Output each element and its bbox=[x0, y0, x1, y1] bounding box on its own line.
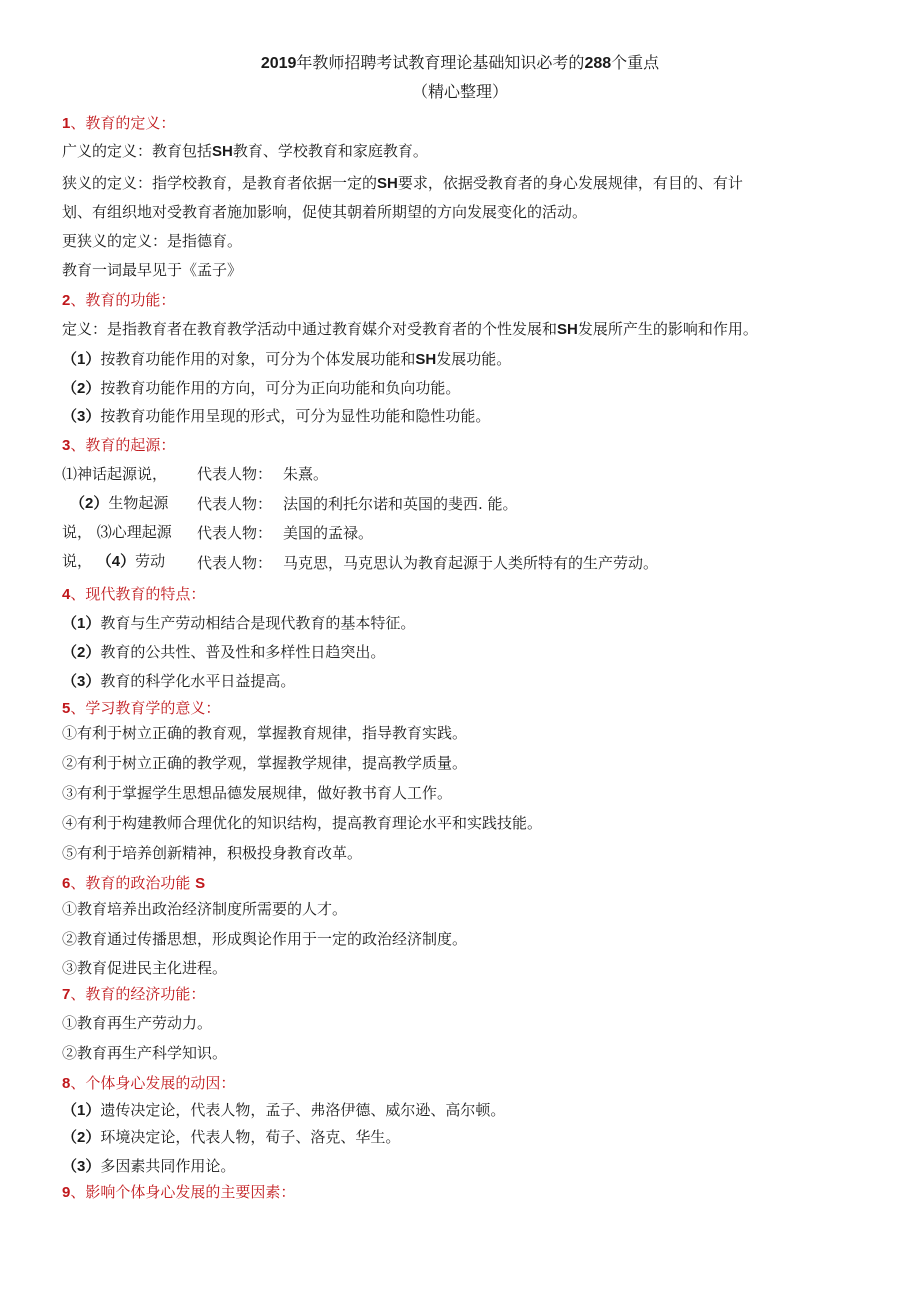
item-number: （3） bbox=[62, 1158, 101, 1175]
list-item: ①教育培养出政治经济制度所需要的人才。 bbox=[62, 900, 348, 918]
theory-text bbox=[62, 489, 190, 518]
text: 劳动 bbox=[135, 552, 166, 570]
paragraph-narrower-definition: 更狭义的定义：是指德育。 bbox=[62, 232, 243, 250]
paragraph-broad-definition bbox=[62, 140, 428, 163]
title-text-b: 个重点 bbox=[611, 53, 660, 72]
section-number: 1 bbox=[62, 115, 71, 132]
abbr-sh: SH bbox=[557, 321, 578, 338]
section-title: 、教育的功能： bbox=[70, 291, 176, 309]
text: 法国的利托尔诺和英国的斐西. 能。 bbox=[283, 494, 518, 513]
item-number: （4） bbox=[96, 553, 136, 570]
list-item bbox=[62, 1126, 400, 1149]
section-heading-3 bbox=[62, 434, 175, 457]
list-item bbox=[62, 612, 415, 635]
text: 说， bbox=[62, 552, 93, 570]
section-number: 9 bbox=[62, 1184, 71, 1201]
paragraph-origin-word: 教育一词最早见于《孟子》 bbox=[62, 261, 243, 279]
text: 发展所产生的影响和作用。 bbox=[577, 320, 758, 338]
list-item bbox=[62, 348, 511, 371]
section-heading-5 bbox=[62, 697, 220, 720]
title-text-a: 年教师招聘考试教育理论基础知识必考的 bbox=[296, 53, 585, 72]
paragraph-narrow-definition-cont: 划、有组织地对受教育者施加影响，促使其朝着所期望的方向发展变化的活动。 bbox=[62, 203, 588, 221]
section-title: 、教育的经济功能： bbox=[70, 985, 206, 1003]
abbr-sh: SH bbox=[377, 175, 398, 192]
text: 生物起源 bbox=[108, 494, 169, 512]
document-title bbox=[0, 50, 920, 73]
item-number: （1） bbox=[62, 615, 101, 632]
list-item: ②教育再生产科学知识。 bbox=[62, 1044, 228, 1062]
paragraph-narrow-definition bbox=[62, 172, 743, 195]
text: 遗传决定论，代表人物，孟子、弗洛伊德、威尔逊、高尔顿。 bbox=[100, 1101, 506, 1119]
list-item bbox=[62, 1099, 505, 1122]
text: 发展功能。 bbox=[436, 350, 512, 368]
text: 马克思，马克思认为教育起源于人类所特有的生产劳动。 bbox=[283, 553, 659, 572]
list-item: ②有利于树立正确的教学观，掌握教学规律，提高教学质量。 bbox=[62, 754, 468, 772]
text: 按教育功能作用的对象，可分为个体发展功能和 bbox=[100, 350, 416, 368]
section-number: 8 bbox=[62, 1075, 71, 1092]
representative-row bbox=[197, 519, 658, 549]
list-item bbox=[62, 1155, 235, 1178]
item-number: （3） bbox=[62, 408, 101, 425]
abbr-sh: SH bbox=[212, 143, 233, 160]
representative-row bbox=[197, 460, 658, 490]
theory-text: ⑴神话起源说， bbox=[62, 465, 168, 483]
text: 要求，依据受教育者的身心发展规律，有目的、有计 bbox=[397, 174, 743, 192]
text: 教育的科学化水平日益提高。 bbox=[100, 672, 296, 690]
section-heading-6 bbox=[62, 872, 205, 895]
list-item: ⑤有利于培养创新精神，积极投身教育改革。 bbox=[62, 844, 363, 862]
section-title: 、学习教育学的意义： bbox=[70, 699, 221, 717]
section-title: 、影响个体身心发展的主要因素： bbox=[70, 1183, 296, 1201]
list-item bbox=[62, 670, 295, 693]
section-number: 2 bbox=[62, 292, 71, 309]
section-number: 5 bbox=[62, 700, 71, 717]
list-item bbox=[62, 405, 490, 428]
theory-text bbox=[62, 518, 190, 547]
label: 代表人物： bbox=[197, 494, 273, 513]
title-count: 288 bbox=[584, 55, 612, 72]
theory-text bbox=[62, 547, 190, 576]
text: 说， bbox=[62, 523, 93, 541]
text: 教育与生产劳动相结合是现代教育的基本特征。 bbox=[100, 614, 416, 632]
section-number: 3 bbox=[62, 437, 71, 454]
label: 代表人物： bbox=[197, 465, 273, 483]
text: 狭义的定义：指学校教育，是教育者依据一定的 bbox=[62, 174, 378, 192]
text: 环境决定论，代表人物，荀子、洛克、华生。 bbox=[100, 1128, 401, 1146]
abbr-sh: SH bbox=[415, 351, 437, 368]
section-heading-7 bbox=[62, 983, 205, 1006]
list-item: ③教育促进民主化进程。 bbox=[62, 959, 228, 977]
section-suffix: S bbox=[195, 875, 206, 892]
text: 定义：是指教育者在教育教学活动中通过教育媒介对受教育者的个性发展和 bbox=[62, 320, 558, 338]
section-title: 、教育的定义： bbox=[70, 114, 176, 132]
item-number: （3） bbox=[62, 673, 101, 690]
section-number: 6 bbox=[62, 875, 71, 892]
section-title: 、教育的政治功能 bbox=[70, 874, 191, 892]
representative-row bbox=[197, 490, 658, 520]
section-number: 7 bbox=[62, 986, 71, 1003]
section-heading-2 bbox=[62, 289, 175, 312]
section-title: 、教育的起源： bbox=[70, 436, 176, 454]
label: 代表人物： bbox=[197, 524, 273, 542]
text: 多因素共同作用论。 bbox=[100, 1157, 236, 1175]
list-item bbox=[62, 377, 460, 400]
representative-row bbox=[197, 549, 658, 579]
list-item: ④有利于构建教师合理优化的知识结构，提高教育理论水平和实践技能。 bbox=[62, 814, 543, 832]
list-item: ②教育通过传播思想，形成舆论作用于一定的政治经济制度。 bbox=[62, 930, 468, 948]
section-heading-1 bbox=[62, 112, 175, 135]
section-heading-4 bbox=[62, 583, 205, 606]
text: 教育、学校教育和家庭教育。 bbox=[232, 142, 428, 160]
text: 按教育功能作用呈现的形式，可分为显性功能和隐性功能。 bbox=[100, 407, 491, 425]
item-number: （1） bbox=[62, 351, 101, 368]
section-heading-8 bbox=[62, 1072, 235, 1095]
text: ⑶心理起源 bbox=[96, 523, 172, 541]
section-title: 、现代教育的特点： bbox=[70, 585, 206, 603]
text: 朱熹。 bbox=[283, 465, 329, 483]
origin-representatives-column bbox=[197, 460, 658, 578]
list-item: ③有利于掌握学生思想品德发展规律，做好教书育人工作。 bbox=[62, 784, 453, 802]
title-year: 2019 bbox=[260, 55, 297, 72]
text: 按教育功能作用的方向，可分为正向功能和负向功能。 bbox=[100, 379, 461, 397]
list-item bbox=[62, 641, 385, 664]
document-subtitle: （精心整理） bbox=[411, 82, 508, 101]
text: 教育的公共性、普及性和多样性日趋突出。 bbox=[100, 643, 386, 661]
paragraph-function-definition bbox=[62, 318, 758, 341]
section-title: 、个体身心发展的动因： bbox=[70, 1074, 236, 1092]
text: 广义的定义：教育包括 bbox=[62, 142, 213, 160]
item-number: （2） bbox=[62, 1129, 101, 1146]
item-number: （2） bbox=[62, 380, 101, 397]
origin-theories-column bbox=[62, 460, 190, 576]
list-item: ①教育再生产劳动力。 bbox=[62, 1014, 213, 1032]
item-number: （1） bbox=[62, 1102, 101, 1119]
section-number: 4 bbox=[62, 586, 71, 603]
item-number: （2） bbox=[70, 495, 109, 512]
section-heading-9 bbox=[62, 1181, 295, 1204]
item-number: （2） bbox=[62, 644, 101, 661]
list-item: ①有利于树立正确的教育观，掌握教育规律，指导教育实践。 bbox=[62, 724, 468, 742]
label: 代表人物： bbox=[197, 553, 273, 572]
text: 美国的孟禄。 bbox=[283, 524, 374, 542]
